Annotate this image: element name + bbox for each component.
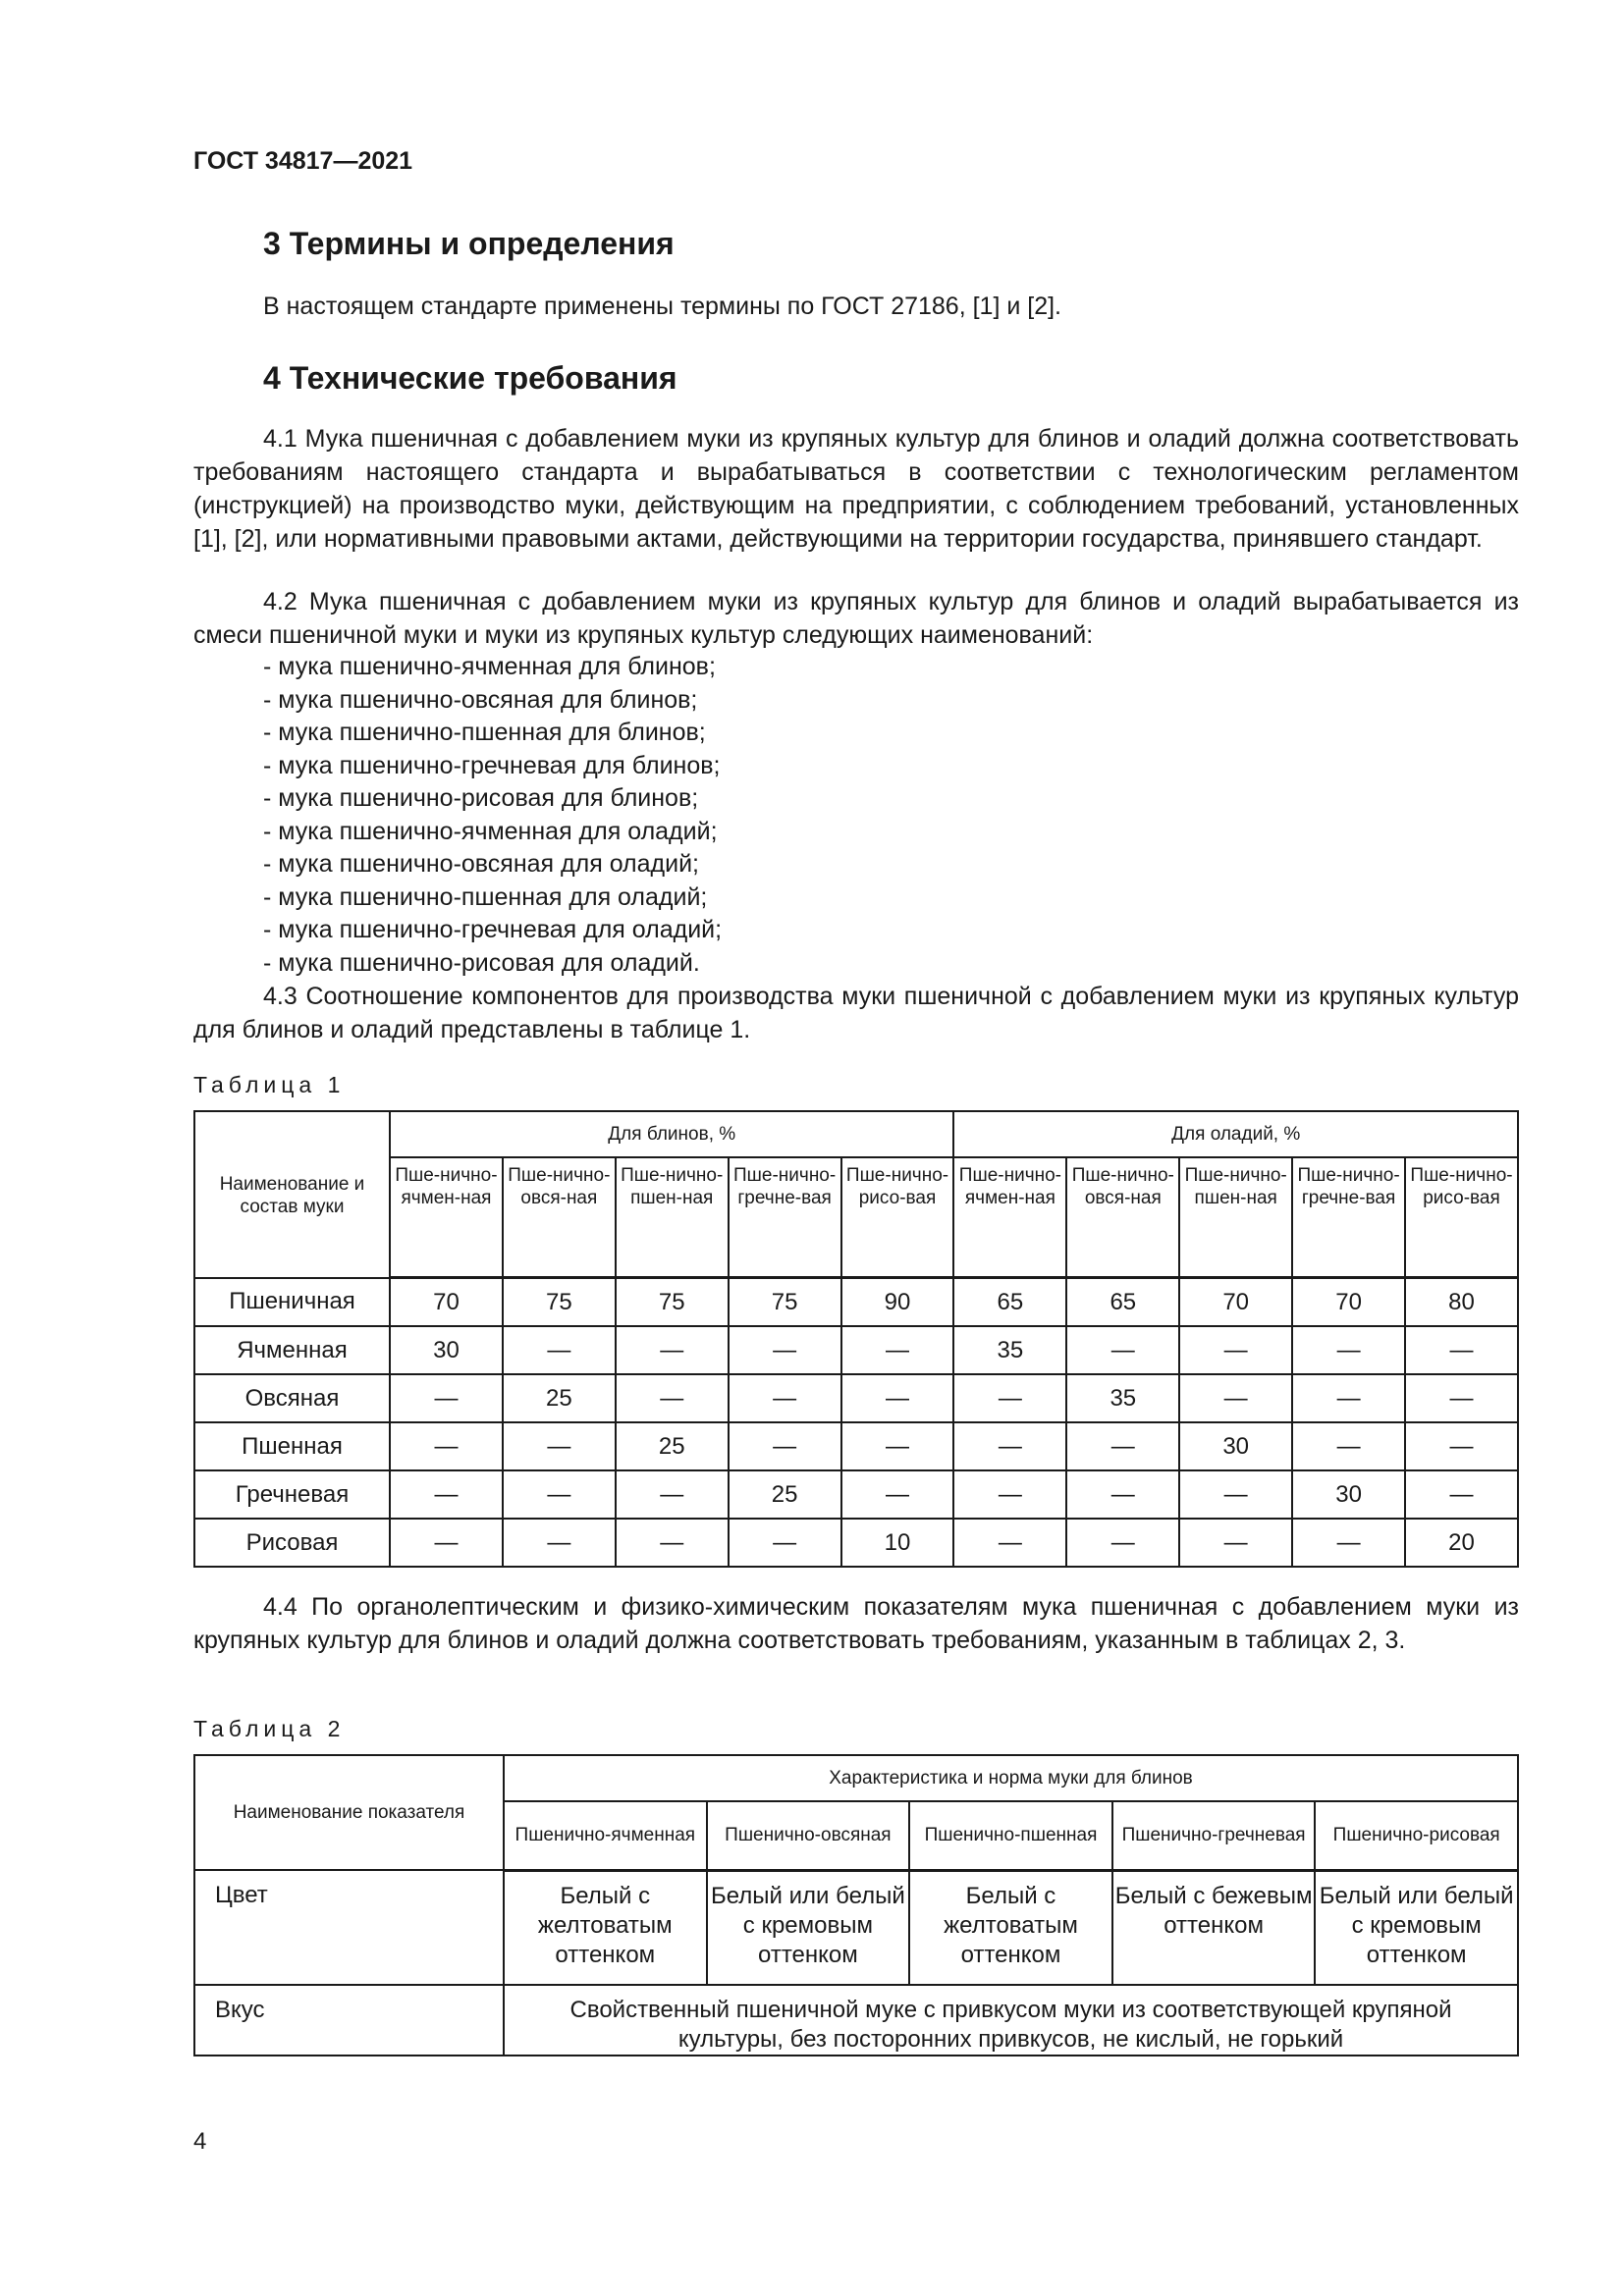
table-1-cell: 80 bbox=[1405, 1278, 1518, 1327]
list-item: - мука пшенично-рисовая для блинов; bbox=[263, 784, 699, 812]
table-1-cell: — bbox=[1405, 1374, 1518, 1422]
table-2-subheader: Пшенично-рисовая bbox=[1315, 1801, 1518, 1870]
table-1-cell: — bbox=[390, 1374, 503, 1422]
table-1-cell: 65 bbox=[953, 1278, 1066, 1327]
table-1-cell: — bbox=[729, 1519, 841, 1567]
table-1-cell: — bbox=[729, 1422, 841, 1470]
table-1-cell: — bbox=[1179, 1326, 1292, 1374]
table-row bbox=[194, 1326, 1518, 1374]
table-1-cell: — bbox=[953, 1422, 1066, 1470]
table-1-cell: 30 bbox=[390, 1326, 503, 1374]
table-1-cell: — bbox=[390, 1519, 503, 1567]
table-2-taste-value: Свойственный пшеничной муке с привкусом муки из соответствующей крупяной культуры, без посторонних привкусов, не кислый, не горький bbox=[504, 1985, 1518, 2056]
section-3-title: 3 Термины и определения bbox=[263, 226, 675, 261]
table-2-color-cell: Белый с бежевым оттенком bbox=[1112, 1870, 1316, 1985]
table-1-cell: — bbox=[1179, 1519, 1292, 1567]
table-1-subheader: Пше-нично-овся-ная bbox=[503, 1157, 616, 1278]
table-1-group-blini: Для блинов, % bbox=[390, 1111, 953, 1157]
table-2-group-header: Характеристика и норма муки для блинов bbox=[504, 1755, 1518, 1801]
paragraph-4-3: 4.3 Соотношение компонентов для производства муки пшеничной с добавлением муки из крупяных культур для блинов и оладий представлены в таблице 1. bbox=[193, 983, 1519, 1043]
table-2-subheader: Пшенично-пшенная bbox=[909, 1801, 1112, 1870]
table-2-corner-header: Наименование показателя bbox=[194, 1755, 504, 1870]
table-2 bbox=[193, 1754, 1519, 2056]
table-1-cell: — bbox=[729, 1326, 841, 1374]
table-row bbox=[194, 1519, 1518, 1567]
table-1-cell: 70 bbox=[390, 1278, 503, 1327]
table-1-body bbox=[194, 1278, 1518, 1568]
table-1-cell: — bbox=[616, 1326, 729, 1374]
table-1-subheader: Пше-нично-гречне-вая bbox=[1292, 1157, 1405, 1278]
table-1-cell: 25 bbox=[503, 1374, 616, 1422]
table-1-cell: 25 bbox=[616, 1422, 729, 1470]
table-1-cell: 70 bbox=[1179, 1278, 1292, 1327]
table-1-cell: — bbox=[1292, 1326, 1405, 1374]
table-2-subheader: Пшенично-ячменная bbox=[504, 1801, 707, 1870]
table-row bbox=[194, 1374, 1518, 1422]
table-1-cell: 20 bbox=[1405, 1519, 1518, 1567]
list-item: - мука пшенично-пшенная для оладий; bbox=[263, 882, 708, 911]
table-1-subheader: Пше-нично-ячмен-ная bbox=[953, 1157, 1066, 1278]
table-1-cell: — bbox=[1066, 1422, 1179, 1470]
table-1-cell: — bbox=[1066, 1470, 1179, 1519]
table-1-cell: 65 bbox=[1066, 1278, 1179, 1327]
table-2-color-cell: Белый или белый с кремовым оттенком bbox=[707, 1870, 910, 1985]
flour-type-list bbox=[263, 651, 722, 980]
table-1-cell: 90 bbox=[841, 1278, 954, 1327]
table-1-row-name: Пшенная bbox=[194, 1422, 390, 1470]
table-2-label-color: Цвет bbox=[194, 1870, 504, 1985]
list-item: - мука пшенично-гречневая для оладий; bbox=[263, 916, 723, 943]
table-1-cell: — bbox=[503, 1422, 616, 1470]
table-1-subheader: Пше-нично-пшен-ная bbox=[1179, 1157, 1292, 1278]
table-1-cell: — bbox=[841, 1422, 954, 1470]
list-item: - мука пшенично-ячменная для блинов; bbox=[263, 653, 716, 680]
table-1-cell: — bbox=[1292, 1519, 1405, 1567]
table-1-cell: — bbox=[841, 1470, 954, 1519]
table-1-cell: 75 bbox=[729, 1278, 841, 1327]
table-1-cell: — bbox=[1405, 1422, 1518, 1470]
section-4-title: 4 Технические требования bbox=[263, 360, 677, 396]
table-1-cell: 30 bbox=[1292, 1470, 1405, 1519]
table-row bbox=[194, 1278, 1518, 1327]
table-1-subheader: Пше-нично-рисо-вая bbox=[841, 1157, 954, 1278]
table-1-cell: — bbox=[953, 1519, 1066, 1567]
table-1-cell: — bbox=[503, 1326, 616, 1374]
table-2-label-taste: Вкус bbox=[194, 1985, 504, 2056]
list-item: - мука пшенично-овсяная для блинов; bbox=[263, 685, 698, 714]
table-2-color-cell: Белый или белый с кремовым оттенком bbox=[1315, 1870, 1518, 1985]
table-1-row-name: Овсяная bbox=[194, 1374, 390, 1422]
table-1-cell: — bbox=[729, 1374, 841, 1422]
paragraph-4-4: 4.4 По органолептическим и физико-химическим показателям мука пшеничная с добавлением муки из крупяных культур для блинов и оладий должна соответствовать требованиям, указанным в таблицах 2, 3. bbox=[193, 1593, 1519, 1654]
table-1-row-name: Рисовая bbox=[194, 1519, 390, 1567]
table-1-cell: — bbox=[1292, 1374, 1405, 1422]
table-1-subheader-row bbox=[194, 1157, 1518, 1278]
table-2-color-cell: Белый с желтоватым оттенком bbox=[909, 1870, 1112, 1985]
table-1-cell: — bbox=[953, 1470, 1066, 1519]
table-1-cell: 10 bbox=[841, 1519, 954, 1567]
table-1-subheader: Пше-нично-пшен-ная bbox=[616, 1157, 729, 1278]
table-1-cell: — bbox=[616, 1470, 729, 1519]
table-1-cell: 35 bbox=[1066, 1374, 1179, 1422]
table-1-row-name: Гречневая bbox=[194, 1470, 390, 1519]
table-row bbox=[194, 1422, 1518, 1470]
table-1-cell: — bbox=[1066, 1519, 1179, 1567]
table-1-cell: — bbox=[953, 1374, 1066, 1422]
table-1-row-name: Пшеничная bbox=[194, 1278, 390, 1327]
table-1-cell: — bbox=[503, 1470, 616, 1519]
paragraph-4-2: 4.2 Мука пшеничная с добавлением муки из крупяных культур для блинов и оладий вырабатывается из смеси пшеничной муки и муки из крупяных культур следующих наименований: bbox=[193, 588, 1519, 649]
table-1-cell: 75 bbox=[503, 1278, 616, 1327]
table-1-cell: — bbox=[1066, 1326, 1179, 1374]
table-1-row-name: Ячменная bbox=[194, 1326, 390, 1374]
table-2-row-color bbox=[194, 1870, 1518, 1985]
table-1-cell: — bbox=[1179, 1470, 1292, 1519]
table-1-cell: — bbox=[1179, 1374, 1292, 1422]
list-item: - мука пшенично-овсяная для оладий; bbox=[263, 850, 700, 878]
table-1-cell: — bbox=[616, 1519, 729, 1567]
table-1-corner-header: Наименование и состав муки bbox=[194, 1111, 390, 1278]
table-1-group-oladi: Для оладий, % bbox=[953, 1111, 1518, 1157]
table-1-subheader: Пше-нично-рисо-вая bbox=[1405, 1157, 1518, 1278]
table-1-cell: 25 bbox=[729, 1470, 841, 1519]
table-1-subheader: Пше-нично-гречне-вая bbox=[729, 1157, 841, 1278]
table-1-cell: 35 bbox=[953, 1326, 1066, 1374]
table-1-subheader: Пше-нично-овся-ная bbox=[1066, 1157, 1179, 1278]
table-2-row-taste bbox=[194, 1985, 1518, 2056]
list-item: - мука пшенично-ячменная для оладий; bbox=[263, 817, 718, 845]
table-1-cell: 30 bbox=[1179, 1422, 1292, 1470]
paragraph-4-1: 4.1 Мука пшеничная с добавлением муки из крупяных культур для блинов и оладий должна соответствовать требованиям настоящего стандарта и вырабатываться в соответствии с технологическим регламентом (инструкцией) на производство муки, действующим на предприятии, с соблюдением требований, установленных [1], [2], или нормативными правовыми актами, действующими на территории государства, принявшего стандарт. bbox=[193, 425, 1519, 553]
table-1-cell: — bbox=[390, 1422, 503, 1470]
table-2-subheader: Пшенично-гречневая bbox=[1112, 1801, 1316, 1870]
table-2-color-cell: Белый с желтоватым оттенком bbox=[504, 1870, 707, 1985]
table-2-subheader: Пшенично-овсяная bbox=[707, 1801, 910, 1870]
table-1-subheader: Пше-нично-ячмен-ная bbox=[390, 1157, 503, 1278]
list-item: - мука пшенично-гречневая для блинов; bbox=[263, 751, 721, 779]
table-1-cell: — bbox=[1292, 1422, 1405, 1470]
document-header: ГОСТ 34817—2021 bbox=[193, 147, 413, 175]
table-1-cell: — bbox=[390, 1470, 503, 1519]
table-1-cell: 75 bbox=[616, 1278, 729, 1327]
list-item: - мука пшенично-пшенная для блинов; bbox=[263, 719, 706, 746]
table-2-caption: Таблица 2 bbox=[193, 1716, 346, 1741]
table-1-caption: Таблица 1 bbox=[193, 1072, 346, 1097]
table-1 bbox=[193, 1110, 1519, 1568]
list-item: - мука пшенично-рисовая для оладий. bbox=[263, 948, 700, 977]
table-1-cell: — bbox=[841, 1374, 954, 1422]
table-1-cell: — bbox=[841, 1326, 954, 1374]
table-1-cell: 70 bbox=[1292, 1278, 1405, 1327]
section-3-text: В настоящем стандарте применены термины по ГОСТ 27186, [1] и [2]. bbox=[263, 293, 1062, 320]
table-1-cell: — bbox=[503, 1519, 616, 1567]
table-1-cell: — bbox=[616, 1374, 729, 1422]
table-1-cell: — bbox=[1405, 1326, 1518, 1374]
table-1-cell: — bbox=[1405, 1470, 1518, 1519]
page-number: 4 bbox=[193, 2128, 207, 2155]
table-row bbox=[194, 1470, 1518, 1519]
